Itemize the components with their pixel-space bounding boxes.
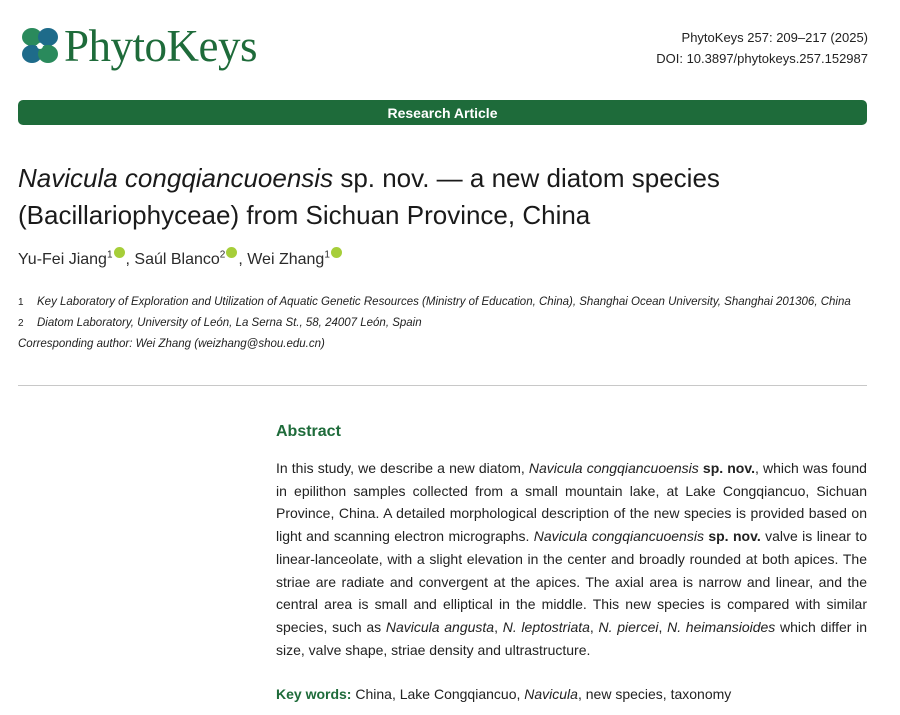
article-type-banner (18, 100, 867, 125)
citation-text: PhytoKeys 257: 209–217 (2025) (681, 30, 868, 45)
sp-nov-label: sp. nov. (703, 528, 761, 545)
abstract-text: , which was found in epilithon samples collected from a small mountain lake, at Lake Congqiancuo, Sichuan Province, China. A detailed morphological description of the new species is provided based on light and scanning electron micrographs. (276, 460, 867, 545)
author-name[interactable]: Saúl Blanco (134, 251, 220, 268)
section-divider (18, 385, 867, 386)
abstract-text: valve is linear to linear-lanceolate, with a slight elevation in the center and broadly rounded at both apices. The striae are radiate and convergent at the apices. The axial area is narrow and linear, and the central area is small and elliptical in the middle. This new species is compared with similar species, such as (276, 528, 867, 635)
corresponding-author (18, 334, 878, 355)
affiliations (18, 292, 878, 355)
author-affil-sup: 1 (106, 249, 113, 261)
affiliation-number: 1 (18, 297, 24, 308)
four-leaf-clover-icon (18, 24, 62, 68)
abstract-heading: Abstract (276, 423, 341, 440)
orcid-icon[interactable] (114, 247, 125, 258)
sp-nov-label: sp. nov. (698, 460, 755, 476)
abstract-text: In this study, we describe a new diatom, (276, 460, 529, 476)
abstract-text: , (589, 618, 599, 635)
similar-species-name: N. piercei (598, 618, 659, 635)
similar-species-name: N. heimansioides (667, 618, 776, 635)
author-affil-sup: 2 (219, 249, 226, 261)
title-species-name: Navicula congqiancuoensis (18, 163, 334, 193)
corresponding-email-link[interactable]: weizhang@shou.edu.cn (198, 338, 321, 350)
similar-species-name: Navicula angusta (385, 618, 495, 635)
citation-block (656, 27, 868, 69)
author-list (18, 247, 343, 269)
species-name: Navicula congqiancuoensis (533, 528, 704, 545)
title-rest-line1: sp. nov. — a new diatom species (333, 163, 720, 193)
journal-name: PhytoKeys (64, 21, 258, 71)
corresponding-suffix: ) (321, 338, 325, 350)
doi-line (656, 48, 868, 69)
doi-link[interactable]: 10.3897/phytokeys.257.152987 (686, 51, 868, 66)
author-affil-sup: 1 (324, 249, 330, 261)
affiliation-number: 2 (18, 318, 24, 329)
author-separator: , (238, 251, 248, 268)
keywords-line (276, 686, 731, 702)
abstract-body (276, 457, 867, 661)
abstract-text: , (494, 618, 503, 635)
keyword-genus: Navicula (524, 686, 578, 702)
orcid-icon[interactable] (226, 247, 237, 258)
author-name[interactable]: Yu-Fei Jiang (18, 251, 107, 268)
orcid-icon[interactable] (331, 247, 342, 258)
keywords-label: Key words: (276, 686, 352, 702)
article-title (18, 160, 878, 234)
affiliation-item (18, 313, 878, 334)
affiliation-item (18, 292, 878, 313)
affiliation-text: Diatom Laboratory, University of León, La Serna St., 58, 24007 León, Spain (37, 317, 422, 329)
keywords-text: China, Lake Congqiancuo, (351, 686, 525, 702)
journal-logo[interactable] (18, 21, 258, 71)
title-line2: (Bacillariophyceae) from Sichuan Province, China (18, 200, 591, 230)
species-name: Navicula congqiancuoensis (528, 460, 699, 476)
affiliation-text: Key Laboratory of Exploration and Utilization of Aquatic Genetic Resources (Ministry of Education, China), Shanghai Ocean University, Shanghai 201306, China (37, 296, 851, 308)
keywords-text: , new species, taxonomy (577, 686, 732, 702)
author-separator: , (125, 251, 135, 268)
abstract-text: which differ in size, valve shape, striae density and ultrastructure. (276, 618, 868, 658)
author-name[interactable]: Wei Zhang (247, 251, 325, 268)
abstract-text: , (658, 618, 668, 635)
corresponding-prefix: Corresponding author: Wei Zhang ( (18, 338, 199, 350)
doi-label: DOI: (656, 51, 683, 66)
similar-species-name: N. leptostriata (502, 618, 590, 635)
article-type-label: Research Article (387, 104, 498, 121)
